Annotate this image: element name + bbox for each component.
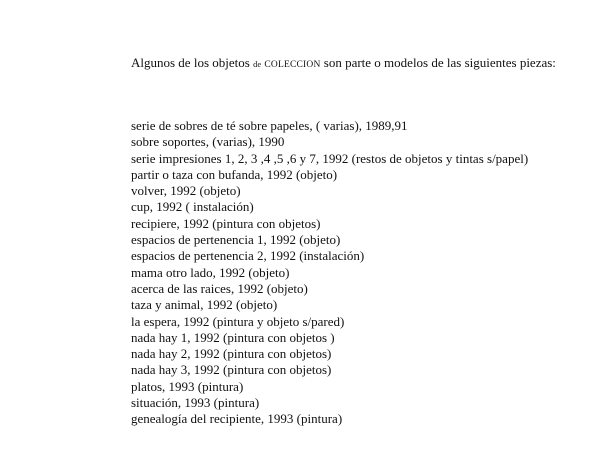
list-item: nada hay 1, 1992 (pintura con objetos ) — [131, 329, 335, 345]
list-item: situación, 1993 (pintura) — [131, 395, 260, 411]
works-list — [131, 118, 571, 428]
list-item: partir o taza con bufanda, 1992 (objeto) — [131, 166, 338, 182]
intro-text-end: son parte o modelos de las siguientes piezas: — [320, 55, 556, 70]
list-item: espacios de pertenencia 2, 1992 (instalación) — [131, 248, 365, 264]
list-item: recipiere, 1992 (pintura con objetos) — [131, 215, 321, 231]
list-item: serie de sobres de té sobre papeles, ( varias), 1989,91 — [131, 118, 408, 133]
list-item: nada hay 2, 1992 (pintura con objetos) — [131, 346, 332, 362]
list-item: mama otro lado, 1992 (objeto) — [131, 264, 290, 280]
list-item: nada hay 3, 1992 (pintura con objetos) — [131, 362, 332, 378]
list-item: taza y animal, 1992 (objeto) — [131, 297, 278, 313]
list-item: acerca de las raices, 1992 (objeto) — [131, 280, 308, 296]
list-item: la espera, 1992 (pintura y objeto s/pared) — [131, 313, 345, 329]
list-item: genealogía del recipiente, 1993 (pintura) — [131, 411, 343, 427]
list-item: platos, 1993 (pintura) — [131, 378, 244, 394]
intro-paragraph — [131, 55, 571, 73]
list-item: volver, 1992 (objeto) — [131, 183, 241, 199]
list-item: sobre soportes, (varias), 1990 — [131, 134, 285, 150]
list-item: espacios de pertenencia 1, 1992 (objeto) — [131, 232, 341, 248]
intro-coleccion: COLECCION — [264, 60, 321, 70]
intro-de: de — [253, 59, 262, 69]
list-item: serie impresiones 1, 2, 3 ,4 ,5 ,6 y 7, 1992 (restos de objetos y tintas s/papel) — [131, 150, 529, 166]
list-item: cup, 1992 ( instalación) — [131, 199, 254, 215]
intro-text-start: Algunos de los objetos — [131, 55, 254, 70]
